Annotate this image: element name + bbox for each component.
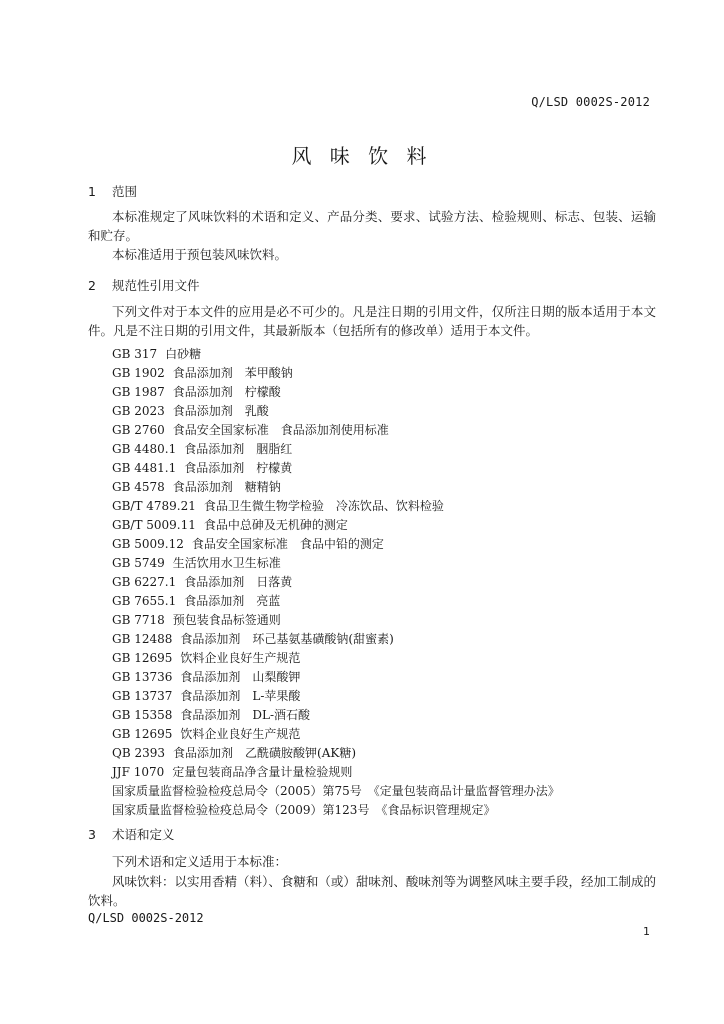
reference-item [112, 592, 560, 611]
scope-paragraph-2: 本标准适用于预包装风味饮料。 [112, 247, 288, 262]
reference-item [112, 782, 560, 801]
reference-title: 食品安全国家标准 食品中铅的测定 [191, 537, 384, 551]
reference-item [112, 611, 560, 630]
reference-code: GB/T 5009.11 [112, 518, 196, 532]
document-title: 风 味 饮 料 [291, 144, 433, 168]
section-heading-scope [88, 182, 137, 200]
reference-title: 食品卫生微生物学检验 冷冻饮品、饮料检验 [203, 499, 444, 513]
reference-item [112, 725, 560, 744]
reference-item [112, 459, 560, 478]
reference-title: 食品添加剂 DL-酒石酸 [180, 708, 311, 722]
reference-title: 预包装食品标签通则 [172, 613, 281, 627]
reference-title: 食品添加剂 日落黄 [184, 575, 293, 589]
reference-code: GB 2023 [112, 404, 165, 418]
reference-code: GB 12695 [112, 651, 173, 665]
section-heading-terms [88, 825, 175, 843]
reference-code: GB 1902 [112, 366, 165, 380]
reference-code: GB 7718 [112, 613, 165, 627]
terms-definition-paragraph: 风味饮料：以实用香精（料）、食糖和（或）甜味剂、酸味剂等为调整风味主要手段，经加工制成的饮料。 [88, 874, 656, 908]
reference-code: GB 4480.1 [112, 442, 177, 456]
reference-code: GB 13736 [112, 670, 173, 684]
reference-item [112, 478, 560, 497]
reference-list [112, 345, 560, 820]
reference-title: 食品添加剂 苯甲酸钠 [172, 366, 293, 380]
page-number: 1 [643, 925, 650, 938]
reference-code: GB 13737 [112, 689, 173, 703]
reference-code: GB 2760 [112, 423, 165, 437]
section-title: 规范性引用文件 [111, 278, 200, 293]
reference-title: 国家质量监督检验检疫总局令（2009）第123号 《食品标识管理规定》 [112, 803, 496, 817]
reference-item [112, 687, 560, 706]
reference-title: 饮料企业良好生产规范 [180, 727, 301, 741]
reference-title: 定量包装商品净含量计量检验规则 [172, 765, 353, 779]
reference-code: GB 12488 [112, 632, 173, 646]
reference-item [112, 649, 560, 668]
reference-item [112, 345, 560, 364]
reference-item [112, 516, 560, 535]
reference-code: GB 317 [112, 347, 158, 361]
scope-paragraph-1: 本标准规定了风味饮料的术语和定义、产品分类、要求、试验方法、检验规则、标志、包装、运输和贮存。 [88, 209, 656, 243]
reference-item [112, 402, 560, 421]
reference-item [112, 744, 560, 763]
reference-title: 食品安全国家标准 食品添加剂使用标准 [172, 423, 389, 437]
reference-title: 饮料企业良好生产规范 [180, 651, 301, 665]
reference-title: 食品添加剂 胭脂红 [184, 442, 293, 456]
reference-item [112, 383, 560, 402]
reference-title: 白砂糖 [165, 347, 202, 361]
reference-title: 生活饮用水卫生标准 [172, 556, 281, 570]
reference-code: JJF 1070 [112, 765, 165, 779]
reference-code: GB 5749 [112, 556, 165, 570]
reference-title: 食品添加剂 柠檬黄 [184, 461, 293, 475]
reference-code: GB 7655.1 [112, 594, 177, 608]
terms-intro-paragraph: 下列术语和定义适用于本标准： [112, 854, 288, 869]
reference-item [112, 668, 560, 687]
reference-item [112, 801, 560, 820]
reference-title: 食品添加剂 L-苹果酸 [180, 689, 301, 703]
section-title: 术语和定义 [111, 827, 175, 842]
reference-title: 食品添加剂 柠檬酸 [172, 385, 281, 399]
standard-code-footer: Q/LSD 0002S-2012 [88, 911, 204, 925]
reference-code: QB 2393 [112, 746, 166, 760]
reference-item [112, 440, 560, 459]
reference-title: 食品中总砷及无机砷的测定 [203, 518, 348, 532]
reference-item [112, 573, 560, 592]
reference-code: GB 5009.12 [112, 537, 184, 551]
reference-item [112, 554, 560, 573]
reference-code: GB 15358 [112, 708, 173, 722]
section-number: 2 [88, 278, 96, 293]
reference-code: GB/T 4789.21 [112, 499, 196, 513]
reference-code: GB 4578 [112, 480, 165, 494]
section-number: 3 [88, 827, 96, 842]
section-title: 范围 [111, 184, 137, 199]
reference-item [112, 364, 560, 383]
reference-item [112, 763, 560, 782]
reference-title: 食品添加剂 环己基氨基磺酸钠(甜蜜素) [180, 632, 394, 646]
reference-title: 国家质量监督检验检疫总局令（2005）第75号 《定量包装商品计量监督管理办法》 [112, 784, 560, 798]
reference-item [112, 535, 560, 554]
reference-item [112, 497, 560, 516]
reference-title: 食品添加剂 糖精钠 [172, 480, 281, 494]
reference-title: 食品添加剂 山梨酸钾 [180, 670, 301, 684]
reference-title: 食品添加剂 亮蓝 [184, 594, 281, 608]
section-heading-normative-references [88, 276, 200, 294]
reference-code: GB 12695 [112, 727, 173, 741]
reference-code: GB 1987 [112, 385, 165, 399]
reference-item [112, 706, 560, 725]
reference-code: GB 4481.1 [112, 461, 177, 475]
reference-item [112, 630, 560, 649]
standard-code-header: Q/LSD 0002S-2012 [531, 95, 650, 109]
references-intro-paragraph: 下列文件对于本文件的应用是必不可少的。凡是注日期的引用文件，仅所注日期的版本适用于本文件。凡是不注日期的引用文件，其最新版本（包括所有的修改单）适用于本文件。 [88, 304, 656, 338]
reference-title: 食品添加剂 乙酰磺胺酸钾(AK糖) [173, 746, 357, 760]
section-number: 1 [88, 184, 96, 199]
reference-item [112, 421, 560, 440]
reference-code: GB 6227.1 [112, 575, 177, 589]
reference-title: 食品添加剂 乳酸 [172, 404, 269, 418]
